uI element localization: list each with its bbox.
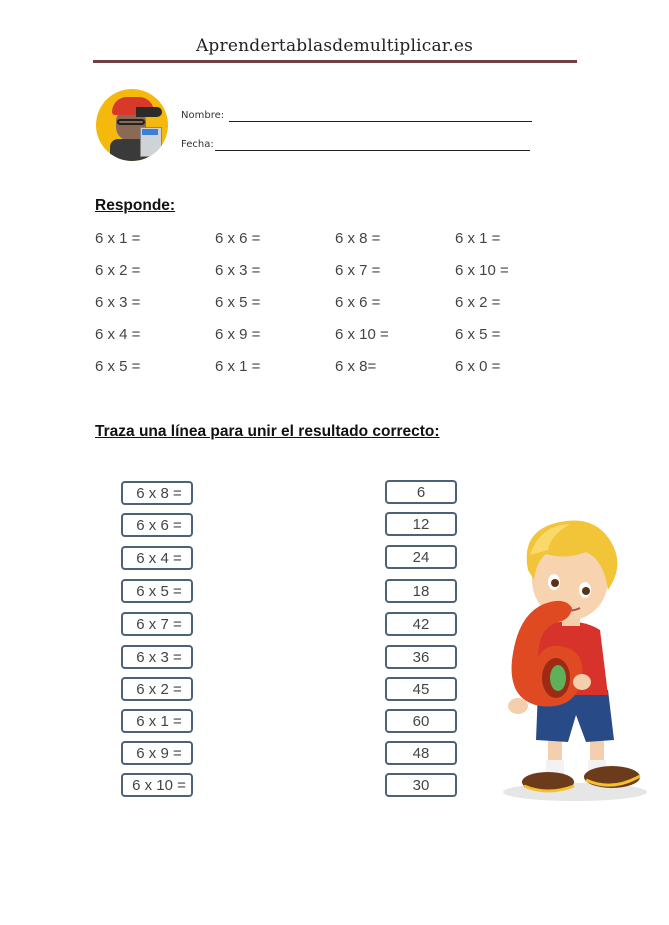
match-left-9[interactable]: 6 x 9 =: [121, 741, 193, 765]
match-right-10[interactable]: 30: [385, 773, 457, 797]
match-left-2[interactable]: 6 x 6 =: [121, 513, 193, 537]
avatar-glasses: [117, 119, 145, 125]
title-rule: [93, 60, 577, 63]
equation-c3-r4: 6 x 10 =: [335, 326, 389, 343]
match-left-10[interactable]: 6 x 10 =: [121, 773, 193, 797]
avatar-cap-brim: [136, 107, 162, 117]
match-right-4[interactable]: 18: [385, 579, 457, 603]
name-label: Nombre:: [181, 110, 225, 121]
match-left-1[interactable]: 6 x 8 =: [121, 481, 193, 505]
equation-c3-r3: 6 x 6 =: [335, 294, 381, 311]
match-right-1[interactable]: 6: [385, 480, 457, 504]
date-field-line[interactable]: [215, 150, 530, 151]
equation-c4-r5: 6 x 0 =: [455, 358, 501, 375]
equation-c2-r5: 6 x 1 =: [215, 358, 261, 375]
equation-c2-r3: 6 x 5 =: [215, 294, 261, 311]
site-title: Aprendertablasdemultiplicar.es: [195, 36, 474, 56]
equation-c1-r5: 6 x 5 =: [95, 358, 141, 375]
section-heading-traza: Traza una línea para unir el resultado correcto:: [95, 423, 440, 440]
name-field-line[interactable]: [229, 121, 532, 122]
equation-c3-r1: 6 x 8 =: [335, 230, 381, 247]
match-left-8[interactable]: 6 x 1 =: [121, 709, 193, 733]
equation-c4-r4: 6 x 5 =: [455, 326, 501, 343]
equation-c1-r3: 6 x 3 =: [95, 294, 141, 311]
match-right-9[interactable]: 48: [385, 741, 457, 765]
match-right-5[interactable]: 42: [385, 612, 457, 636]
match-left-3[interactable]: 6 x 4 =: [121, 546, 193, 570]
match-left-6[interactable]: 6 x 3 =: [121, 645, 193, 669]
equation-c3-r5: 6 x 8=: [335, 358, 377, 375]
calculator-screen: [142, 129, 158, 135]
equation-c1-r1: 6 x 1 =: [95, 230, 141, 247]
avatar-image: [96, 89, 168, 161]
date-label: Fecha:: [181, 139, 214, 150]
equation-c4-r1: 6 x 1 =: [455, 230, 501, 247]
match-right-2[interactable]: 12: [385, 512, 457, 536]
match-left-5[interactable]: 6 x 7 =: [121, 612, 193, 636]
equation-c2-r1: 6 x 6 =: [215, 230, 261, 247]
match-left-7[interactable]: 6 x 2 =: [121, 677, 193, 701]
match-right-6[interactable]: 36: [385, 645, 457, 669]
equation-c2-r4: 6 x 9 =: [215, 326, 261, 343]
equation-c4-r3: 6 x 2 =: [455, 294, 501, 311]
equation-c4-r2: 6 x 10 =: [455, 262, 509, 279]
match-right-8[interactable]: 60: [385, 709, 457, 733]
match-right-7[interactable]: 45: [385, 677, 457, 701]
match-left-4[interactable]: 6 x 5 =: [121, 579, 193, 603]
match-right-3[interactable]: 24: [385, 545, 457, 569]
boy-holding-six-illustration: [490, 510, 655, 805]
equation-c2-r2: 6 x 3 =: [215, 262, 261, 279]
section-heading-responde: Responde:: [95, 197, 176, 214]
equation-c1-r4: 6 x 4 =: [95, 326, 141, 343]
equation-c3-r2: 6 x 7 =: [335, 262, 381, 279]
equation-c1-r2: 6 x 2 =: [95, 262, 141, 279]
